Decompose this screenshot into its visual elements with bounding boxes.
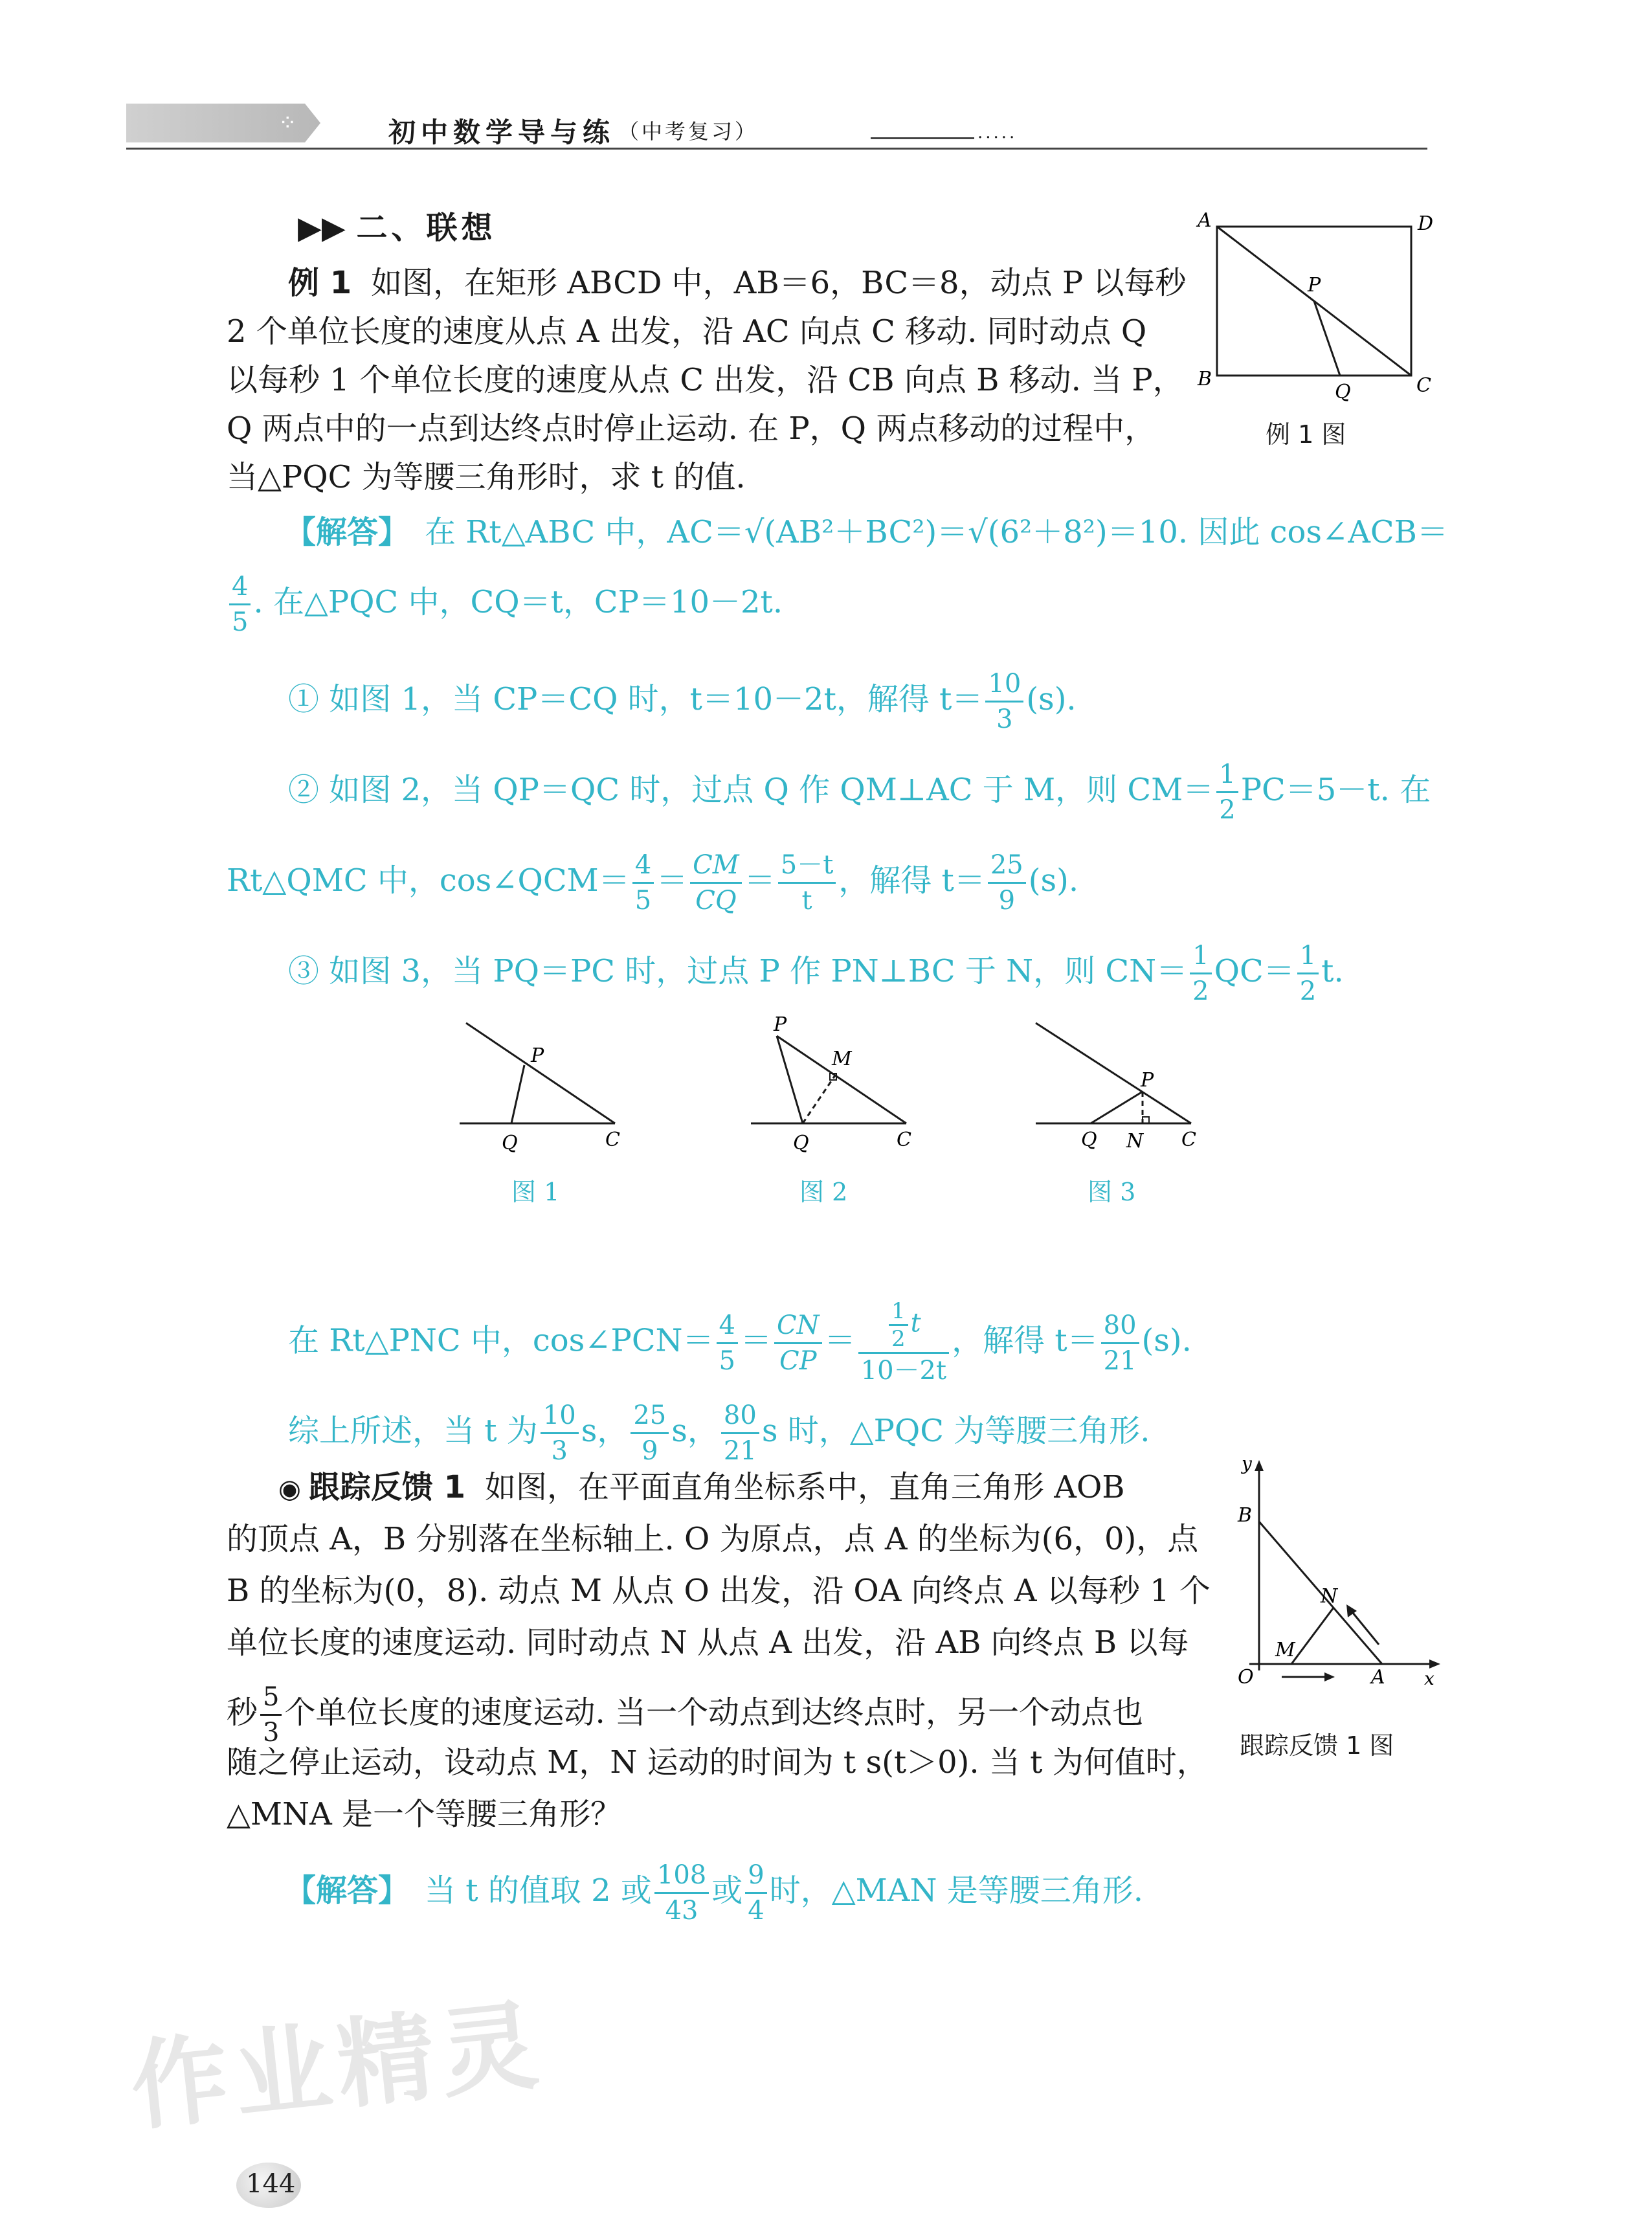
arrow-m-icon	[1324, 1672, 1335, 1681]
frac-4-5	[229, 570, 251, 639]
book-subtitle: （中考复习）	[618, 119, 759, 144]
example1-figure	[1191, 207, 1450, 401]
summary-s1: s，	[581, 1413, 629, 1449]
example1-label: 例 1	[288, 265, 352, 301]
case2b-frac2	[690, 848, 742, 917]
frac-den: 21	[723, 1436, 757, 1466]
case2-line	[288, 758, 1431, 827]
solution1-line-1	[285, 512, 1448, 553]
summary-frac2	[631, 1399, 669, 1468]
case3-frac2	[1297, 939, 1319, 1008]
fig2-label-p: P	[774, 1013, 787, 1036]
case1-post: (s).	[1026, 681, 1077, 717]
case2b-frac4	[988, 848, 1026, 917]
fig2-pq	[777, 1036, 803, 1123]
solution2-frac2	[745, 1858, 766, 1928]
case2b-pre: Rt△QMC 中，cos∠QCM＝	[227, 862, 630, 899]
fig3-label-c: C	[1181, 1129, 1196, 1151]
header-dots-icon: ⁘	[278, 110, 297, 136]
frac-num: 9	[745, 1858, 766, 1894]
fig1-label-p: P	[531, 1044, 544, 1067]
solution2-tag: 【解答】	[285, 1872, 410, 1909]
frac-den: 9	[998, 886, 1016, 916]
section-heading	[298, 207, 497, 249]
label-b: B	[1238, 1504, 1253, 1527]
frac-num: 80	[721, 1399, 759, 1434]
frac-den: 3	[263, 1718, 280, 1748]
frac-den: CP	[779, 1345, 817, 1376]
fig3-label-q: Q	[1081, 1129, 1097, 1151]
case2b-line	[227, 848, 1078, 917]
solution1-line-2	[227, 570, 783, 639]
case2-frac	[1216, 758, 1238, 827]
case2b-frac3	[778, 848, 836, 917]
bigfrac-den: 10－2t	[860, 1356, 947, 1386]
case1-pre: ① 如图 1，当 CP＝CQ 时，t＝10－2t，解得 t＝	[288, 681, 983, 717]
label-c: C	[1416, 374, 1431, 397]
frac-num: 80	[1101, 1309, 1139, 1344]
example1-line-3: 以每秒 1 个单位长度的速度从点 C 出发，沿 CB 向点 B 移动. 当 P，	[227, 362, 1184, 398]
header-trail-line	[871, 137, 974, 139]
example1-text-1: 如图，在矩形 ABCD 中，AB＝6，BC＝8，动点 P 以每秒	[371, 265, 1187, 301]
case3b-bigfrac	[858, 1298, 949, 1388]
case3-mid: QC＝	[1214, 953, 1295, 989]
segment-pq	[1314, 301, 1340, 376]
frac-num: 4	[229, 570, 251, 605]
feedback1-line-7: △MNA 是一个等腰三角形？	[227, 1796, 621, 1832]
x-axis-arrow-icon	[1429, 1659, 1440, 1669]
summary-post: s 时，△PQC 为等腰三角形.	[761, 1413, 1150, 1449]
case3b-line	[288, 1298, 1192, 1388]
figure-1	[447, 1010, 641, 1152]
example1-line-1	[288, 262, 1186, 304]
solution1-text-1: 在 Rt△ABC 中，AC＝√(AB²＋BC²)＝√(6²＋8²)＝10. 因此 cos∠ACB＝	[425, 514, 1448, 550]
figure-2-caption: 图 2	[799, 1178, 848, 1206]
section-arrows: ▶▶	[298, 210, 346, 246]
frac-num: 25	[988, 848, 1026, 884]
case2-post: PC＝5－t. 在	[1240, 772, 1431, 808]
solution2-pre: 当 t 的值取 2 或	[425, 1872, 652, 1909]
feedback1-label: 跟踪反馈 1	[308, 1469, 466, 1505]
feedback1-figure-caption: 跟踪反馈 1 图	[1240, 1731, 1394, 1760]
frac-num: 5－t	[778, 848, 836, 884]
frac-num: 1	[1216, 758, 1238, 793]
watermark: 作业精灵	[126, 1988, 550, 2144]
label-b: B	[1198, 368, 1212, 390]
frac-num: 1	[1190, 939, 1211, 974]
label-p: P	[1308, 274, 1321, 297]
fig2-label-q: Q	[793, 1132, 809, 1152]
summary-line	[288, 1399, 1150, 1468]
summary-frac1	[541, 1399, 579, 1468]
frac-num: 4	[632, 848, 654, 884]
case2-pre: ② 如图 2，当 QP＝QC 时，过点 Q 作 QM⊥AC 于 M，则 CM＝	[288, 772, 1214, 808]
frac-num: 1	[1297, 939, 1319, 974]
case1-line	[288, 667, 1077, 736]
book-title: 初中数学导与练	[388, 117, 616, 148]
frac-den: 3	[551, 1436, 568, 1466]
fig3-label-p: P	[1141, 1069, 1154, 1092]
summary-pre: 综上所述，当 t 为	[288, 1413, 538, 1449]
solution1-text-2: . 在△PQC 中，CQ＝t，CP＝10－2t.	[253, 584, 783, 620]
case3b-frac3	[1101, 1309, 1139, 1378]
fig1-label-c: C	[605, 1129, 620, 1151]
frac-den: 2	[1299, 976, 1317, 1006]
frac-den: 4	[748, 1896, 765, 1926]
figure-3	[1023, 1010, 1217, 1152]
fig1-label-q: Q	[502, 1132, 518, 1152]
section-title: 二、联想	[356, 210, 497, 246]
frac-num: 108	[654, 1858, 709, 1894]
frac-den: 5	[232, 607, 249, 637]
label-a: A	[1198, 209, 1212, 232]
feedback1-figure	[1223, 1450, 1450, 1696]
frac-num: 10	[541, 1399, 579, 1434]
example1-figure-caption: 例 1 图	[1266, 420, 1346, 449]
frac-den: 5	[719, 1345, 735, 1376]
frac-num: CN	[774, 1309, 822, 1344]
arrow-n-line	[1350, 1609, 1379, 1645]
fig3-pq	[1091, 1092, 1143, 1123]
case3b-mid: ，解得 t＝	[952, 1322, 1099, 1359]
case3-line	[288, 939, 1344, 1008]
case3b-frac2	[774, 1309, 822, 1378]
frac-num: 4	[717, 1309, 738, 1344]
fig2-label-m: M	[832, 1048, 852, 1070]
label-m: M	[1275, 1639, 1295, 1661]
frac-den: 21	[1103, 1345, 1137, 1376]
frac-den: 5	[634, 886, 652, 916]
feedback1-line-4: 单位长度的速度运动. 同时动点 N 从点 A 出发，沿 AB 向终点 B 以每	[227, 1625, 1189, 1661]
fig3-label-n: N	[1126, 1130, 1144, 1152]
feedback1-text-1: 如图，在平面直角坐标系中，直角三角形 AOB	[485, 1469, 1125, 1505]
case3b-eq2: ＝	[824, 1322, 856, 1359]
frac-num: 5	[260, 1680, 282, 1716]
solution1-tag: 【解答】	[285, 514, 410, 550]
inner-frac	[889, 1298, 908, 1352]
feedback1-line-6: 随之停止运动，设动点 M，N 运动的时间为 t s(t＞0). 当 t 为何值时，	[227, 1744, 1208, 1781]
feedback1-text-5-pre: 秒	[227, 1694, 258, 1731]
frac-den: 43	[665, 1896, 698, 1926]
solution2-line	[285, 1858, 1143, 1928]
segment-mn	[1291, 1608, 1334, 1664]
solution2-post: 时，△MAN 是等腰三角形.	[769, 1872, 1143, 1909]
case3-pre: ③ 如图 3，当 PQ＝PC 时，过点 P 作 PN⊥BC 于 N，则 CN＝	[288, 953, 1188, 989]
frac-num: CM	[690, 848, 742, 884]
feedback-bullet-icon: ◉	[278, 1474, 301, 1504]
label-n: N	[1321, 1585, 1338, 1608]
label-y: y	[1242, 1453, 1252, 1474]
frac-den: 2	[1192, 976, 1209, 1006]
case3-post: t.	[1321, 953, 1344, 989]
case2b-eq2: ＝	[744, 862, 776, 899]
feedback1-text-5-post: 个单位长度的速度运动. 当一个动点到达终点时，另一个动点也	[284, 1694, 1143, 1731]
frac-num: 25	[631, 1399, 669, 1434]
frac-num: 10	[985, 667, 1023, 703]
example1-line-5: 当△PQC 为等腰三角形时，求 t 的值.	[227, 459, 746, 495]
figure-3-caption: 图 3	[1088, 1178, 1136, 1206]
solution2-mid: 或	[711, 1872, 743, 1909]
bigfrac-num	[858, 1298, 949, 1354]
summary-frac3	[721, 1399, 759, 1468]
header-trail: .....	[977, 123, 1018, 142]
case2b-frac1	[632, 848, 654, 917]
example1-line-2: 2 个单位长度的速度从点 A 出发，沿 AC 向点 C 移动. 同时动点 Q	[227, 313, 1147, 350]
frac-den: 9	[642, 1436, 658, 1466]
summary-s2: s，	[671, 1413, 719, 1449]
frac-den: t	[801, 886, 812, 916]
frac-den: CQ	[695, 886, 737, 916]
solution2-frac1	[654, 1858, 709, 1928]
case3b-frac1	[717, 1309, 738, 1378]
case1-frac	[985, 667, 1023, 736]
feedback1-line-2: 的顶点 A，B 分别落在坐标轴上. O 为原点，点 A 的坐标为(6，0)，点	[227, 1521, 1199, 1557]
frac-den: 3	[996, 704, 1013, 734]
fig3-hyp	[1036, 1023, 1191, 1123]
case2b-eq1: ＝	[656, 862, 688, 899]
label-a: A	[1371, 1666, 1385, 1689]
label-d: D	[1418, 212, 1434, 235]
case2b-mid: ，解得 t＝	[838, 862, 985, 899]
label-q: Q	[1335, 381, 1351, 401]
fig2-qm	[803, 1075, 835, 1123]
figure-1-caption: 图 1	[511, 1178, 560, 1206]
y-axis-arrow-icon	[1255, 1460, 1264, 1471]
label-o: O	[1238, 1666, 1254, 1689]
figure-2	[738, 1010, 932, 1152]
feedback1-frac	[260, 1680, 282, 1749]
feedback1-line-5	[227, 1680, 1143, 1749]
case2b-post: (s).	[1028, 862, 1079, 899]
page-number: 144	[246, 2169, 296, 2199]
fig1-hyp	[466, 1023, 615, 1123]
fig2-label-c: C	[897, 1129, 911, 1151]
fig1-pq	[511, 1065, 524, 1123]
bigfrac-t: t	[910, 1308, 921, 1338]
example1-line-4: Q 两点中的一点到达终点时停止运动. 在 P，Q 两点移动的过程中，	[227, 410, 1156, 447]
frac-den: 2	[891, 1326, 906, 1352]
case3b-eq1: ＝	[741, 1322, 772, 1359]
header-rule	[126, 148, 1427, 150]
frac-num: 1	[889, 1298, 908, 1326]
label-x: x	[1424, 1668, 1434, 1689]
feedback1-line-3: B 的坐标为(0，8). 动点 M 从点 O 出发，沿 OA 向终点 A 以每秒 1 个	[227, 1573, 1211, 1609]
case3-frac1	[1190, 939, 1211, 1008]
case3b-post: (s).	[1141, 1322, 1192, 1359]
frac-den: 2	[1219, 795, 1236, 825]
case3b-pre: 在 Rt△PNC 中，cos∠PCN＝	[288, 1322, 714, 1359]
feedback1-line-1	[278, 1467, 1125, 1510]
